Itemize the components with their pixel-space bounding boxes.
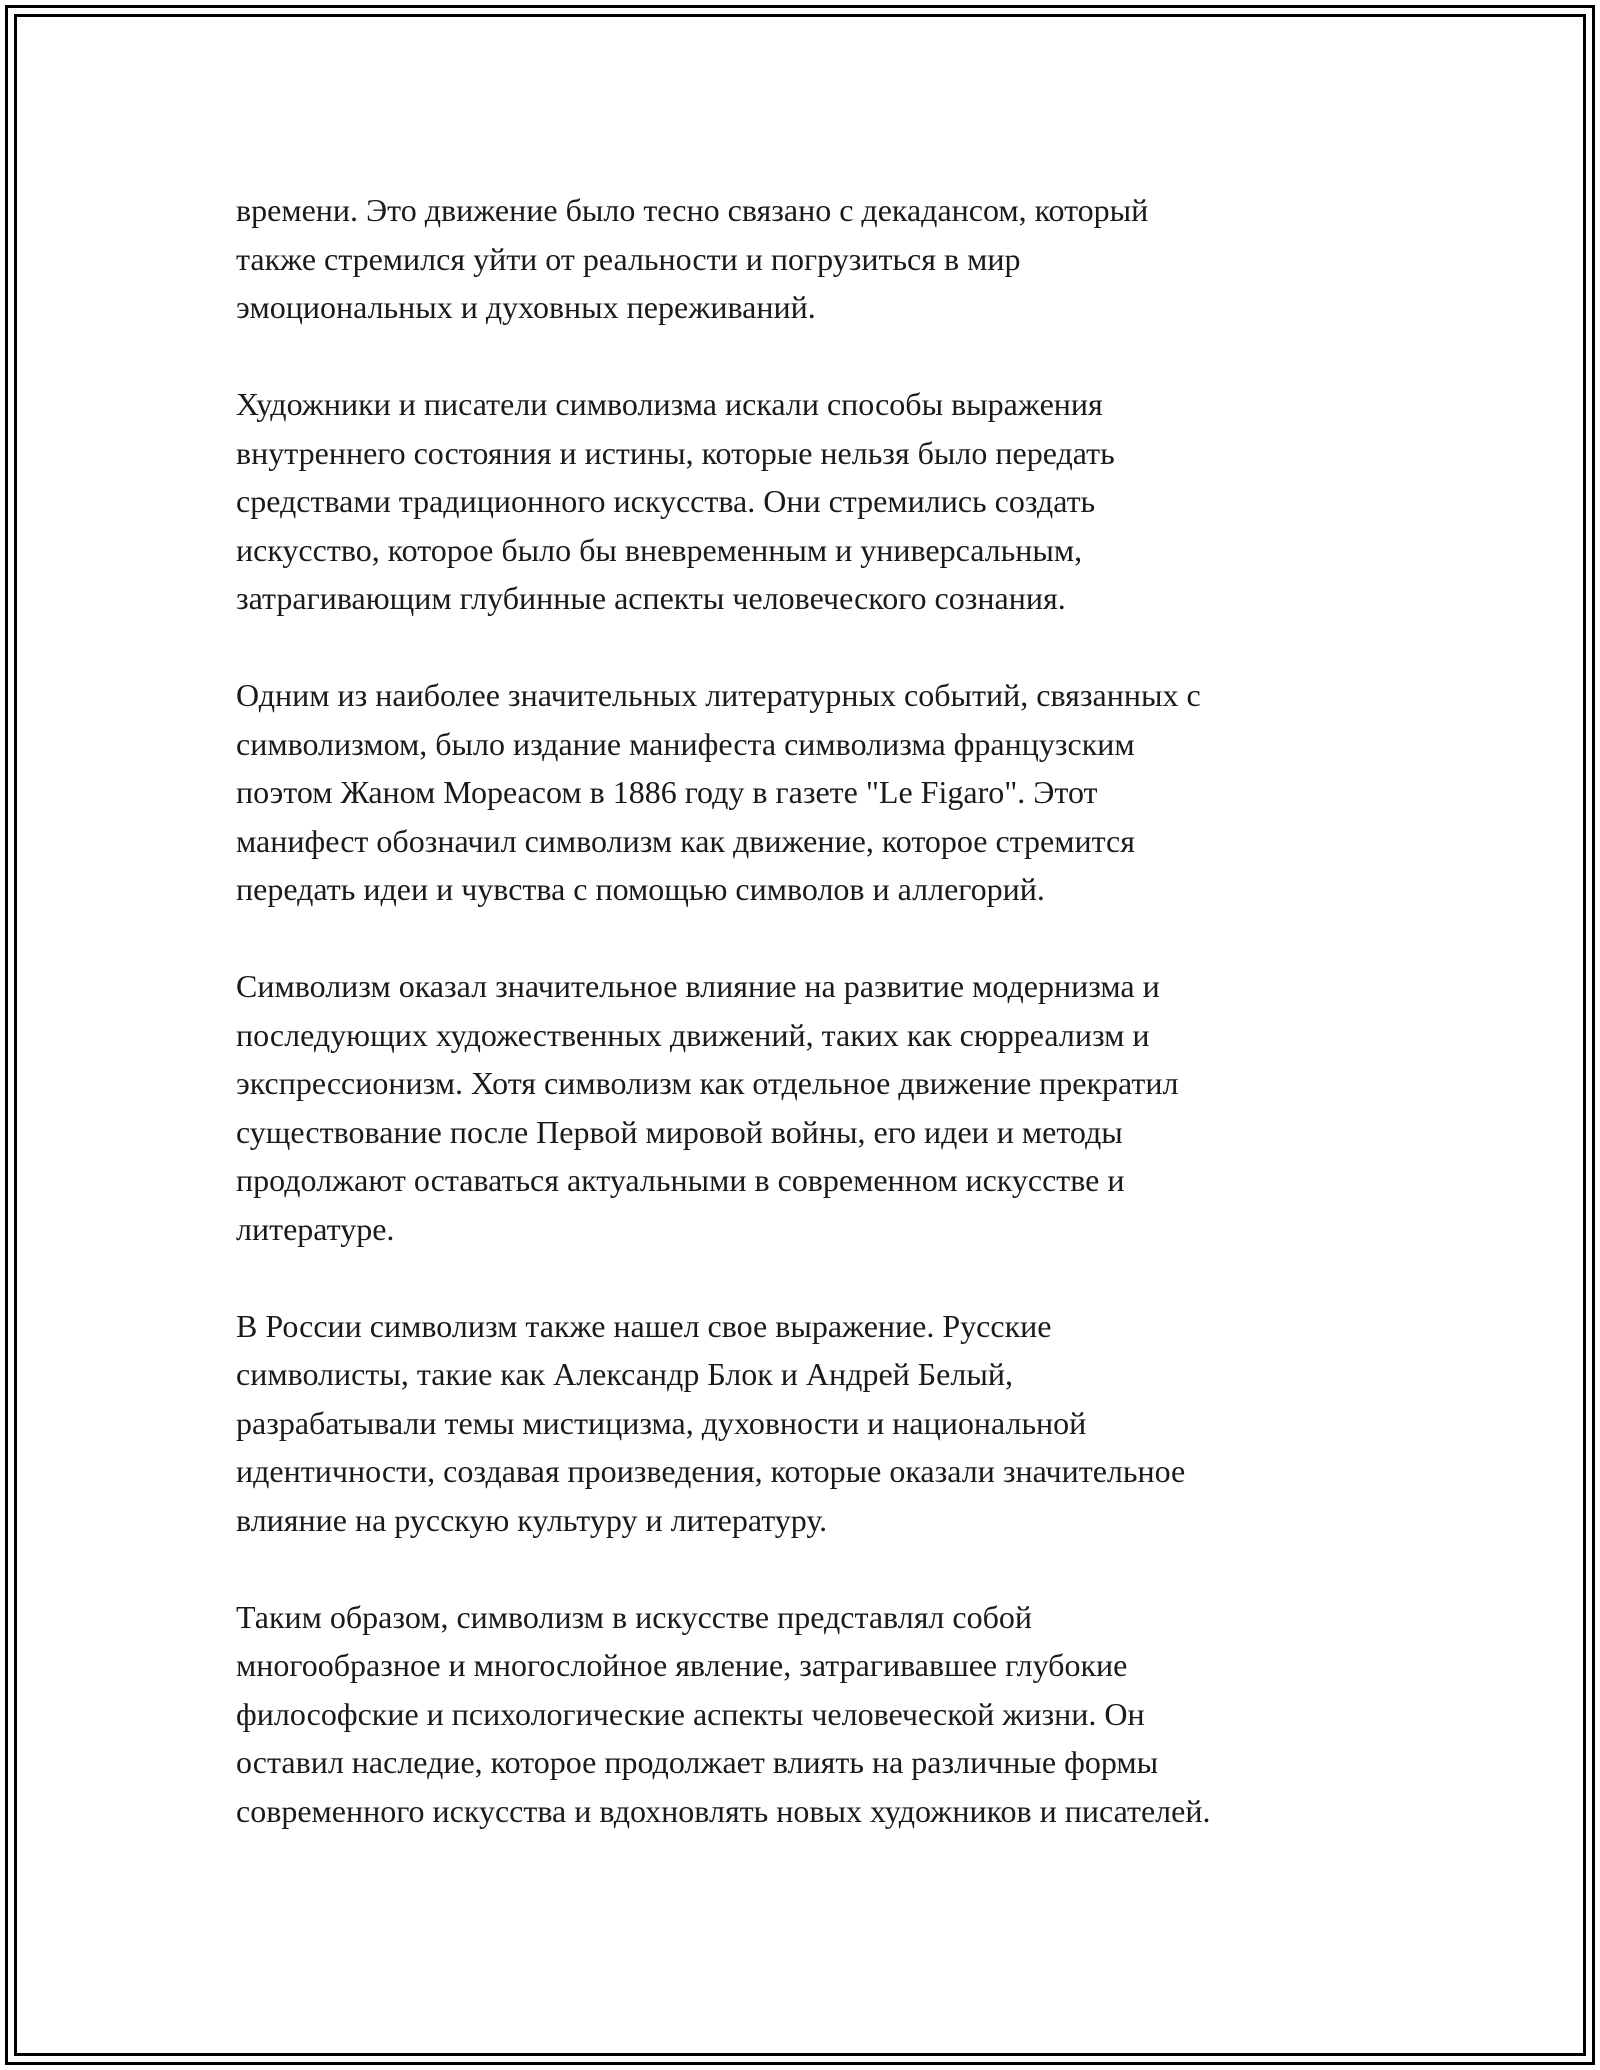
paragraph-1: времени. Это движение было тесно связано с декадансом, который также стремился уйти от реальности и погрузиться в мир эмоциональных и духовных переживаний. — [236, 192, 1149, 325]
paragraph-3: Одним из наиболее значительных литературных событий, связанных с символизмом, было издание манифеста символизма французским поэтом Жаном Мореасом в 1886 году в газете "Le Figaro". Этот манифест обозначил символизм как движение, которое стремится передать идеи и чувства с помощью символов и аллегорий. — [236, 677, 1201, 907]
paragraph-4: Символизм оказал значительное влияние на развитие модернизма и последующих художественных движений, таких как сюрреализм и экспрессионизм. Хотя символизм как отдельное движение прекратил существование после Первой мировой войны, его идеи и методы продолжают оставаться актуальными в современном искусстве и литературе. — [236, 968, 1179, 1247]
paragraph-5: В России символизм также нашел свое выражение. Русские символисты, такие как Александр Блок и Андрей Белый, разрабатывали темы мистицизма, духовности и национальной идентичности, создавая произведения, которые оказали значительное влияние на русскую культуру и литературу. — [236, 1307, 1186, 1538]
document-body — [236, 186, 1396, 1884]
paragraph-2: Художники и писатели символизма искали способы выражения внутреннего состояния и истины, которые нельзя было передать средствами традиционного искусства. Они стремились создать искусство, которое было бы вневременным и универсальным, затрагивающим глубинные аспекты человеческого сознания. — [236, 386, 1115, 616]
paragraph-6: Таким образом, символизм в искусстве представлял собой многообразное и многослойное явление, затрагивавшее глубокие философские и психологические аспекты человеческой жизни. Он оставил наследие, которое продолжает влиять на различные формы современного искусства и вдохновлять новых художников и писателей. — [236, 1598, 1211, 1829]
